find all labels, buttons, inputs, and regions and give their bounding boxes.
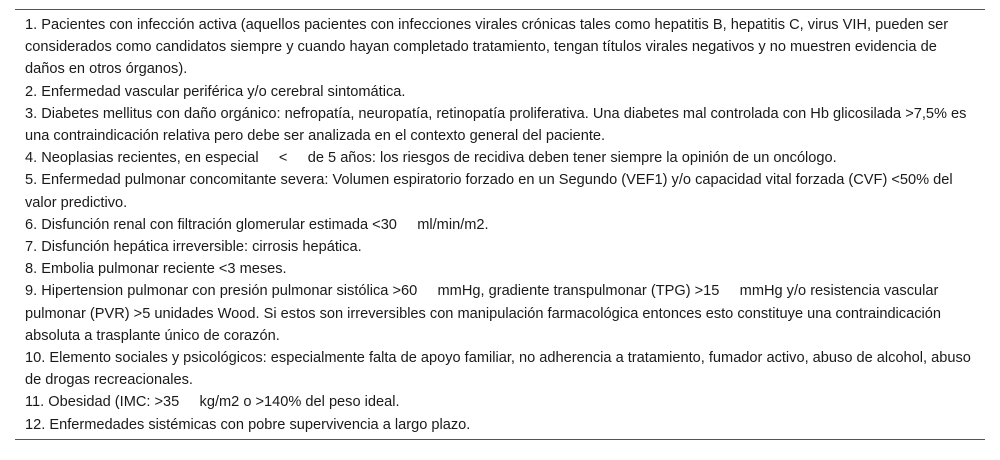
criterion-10: 10. Elemento sociales y psicológicos: especialmente falta de apoyo familiar, no adherencia a tratamiento, fumador activo, abuso de alcohol, abuso de drogas recreacionales. (25, 350, 971, 389)
criterion-9-text-c: mmHg y/o resistencia vascular pulmonar (PVR) >5 unidades Wood. Si estos son irreversibles con manipulación farmacológica entonces esto constituye una contraindicación absoluta a trasplante único de corazón. (25, 283, 941, 344)
criteria-list (15, 14, 985, 436)
table-bottom-rule (15, 439, 985, 440)
criterion-3: 3. Diabetes mellitus con daño orgánico: nefropatía, neuropatía, retinopatía proliferativa. Una diabetes mal controlada con Hb glicosilada >7,5% es una contraindicación relativa pero debe ser analizada en el contexto general del paciente. (25, 105, 967, 145)
criterion-2: 2. Enfermedad vascular periférica y/o cerebral sintomática. (25, 83, 406, 100)
criterion-7: 7. Disfunción hepática irreversible: cirrosis hepática. (25, 239, 362, 256)
criterion-12: 12. Enfermedades sistémicas con pobre supervivencia a largo plazo. (25, 416, 471, 433)
criterion-11-text-a: 11. Obesidad (IMC: >35 (25, 394, 180, 411)
criterion-9 (25, 280, 977, 347)
criterion-4-text-b: < (278, 150, 288, 167)
criterion-9-text-a: 9. Hipertension pulmonar con presión pulmonar sistólica >60 (25, 283, 418, 300)
criterion-4-text-c: de 5 años: los riesgos de recidiva deben tener siempre la opinión de un oncólogo. (307, 150, 837, 167)
criterion-1: 1. Pacientes con infección activa (aquellos pacientes con infecciones virales crónicas tales como hepatitis B, hepatitis C, virus VIH, pueden ser considerados como candidatos siempre y cuando hayan completado tratamiento, tengan títulos virales negativos y no muestren evidencia de daños en otros órganos). (25, 17, 949, 78)
criterion-4 (25, 147, 977, 169)
contraindications-table (15, 9, 985, 440)
criterion-4-text-a: 4. Neoplasias recientes, en especial (25, 150, 259, 167)
criterion-9-text-b: mmHg, gradiente transpulmonar (TPG) >15 (437, 283, 720, 300)
criterion-11-text-b: kg/m2 o >140% del peso ideal. (199, 394, 400, 411)
criterion-6-text-b: ml/min/m2. (417, 216, 489, 233)
criterion-11 (25, 391, 977, 413)
criterion-8: 8. Embolia pulmonar reciente <3 meses. (25, 261, 287, 278)
table-top-rule (15, 9, 985, 10)
criterion-6-text-a: 6. Disfunción renal con filtración glomerular estimada <30 (25, 216, 397, 233)
criterion-5: 5. Enfermedad pulmonar concomitante severa: Volumen espiratorio forzado en un Segundo (VEF1) y/o capacidad vital forzada (CVF) <50% del valor predictivo. (25, 172, 953, 211)
criterion-6 (25, 214, 977, 236)
